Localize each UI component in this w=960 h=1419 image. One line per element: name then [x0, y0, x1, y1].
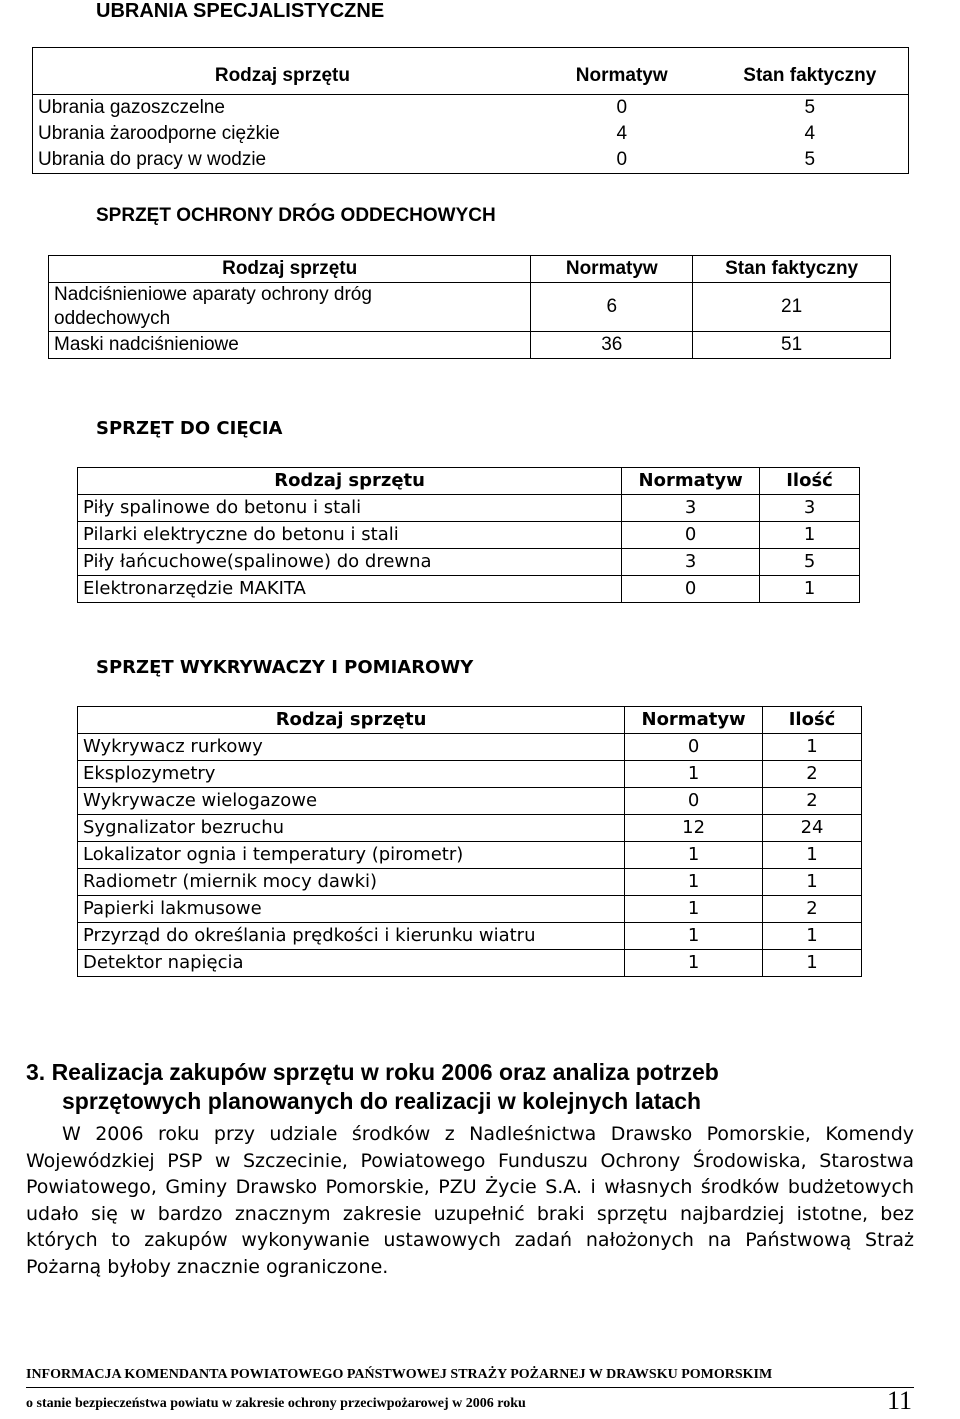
- cell-actual: 5: [804, 97, 816, 118]
- cutting-table: [77, 467, 860, 603]
- cell-qty: 2: [763, 896, 862, 923]
- breathing-table: [48, 255, 891, 359]
- cell-actual: 4: [804, 123, 816, 144]
- cell-type: Lokalizator ognia i temperatury (pirometr): [78, 842, 625, 869]
- footer-subtitle: o stanie bezpieczeństwa powiatu w zakresie ochrony przeciwpożarowej w 2006 roku: [26, 1396, 526, 1411]
- cell-norm: 1: [625, 950, 763, 977]
- cell-norm: 3: [622, 549, 760, 576]
- table-header-row: [78, 468, 860, 495]
- column-header: Stan faktyczny: [693, 256, 891, 283]
- column-header: Rodzaj sprzętu: [49, 256, 531, 283]
- cell-type: Pilarki elektryczne do betonu i stali: [78, 522, 622, 549]
- cell-qty: 1: [763, 869, 862, 896]
- section-3-paragraph: [26, 1121, 914, 1280]
- cell-type: Wykrywacz rurkowy: [78, 734, 625, 761]
- clothing-table: [32, 47, 909, 174]
- table-row: [78, 549, 860, 576]
- breathing-section-title: SPRZĘT OCHRONY DRÓG ODDECHOWYCH: [96, 205, 496, 226]
- column-header: Normatyw: [531, 256, 693, 283]
- detection-table: [77, 706, 862, 977]
- cell-qty: 3: [760, 495, 860, 522]
- column-header: Rodzaj sprzętu: [78, 468, 622, 495]
- cell-type: Przyrząd do określania prędkości i kierunku wiatru: [78, 923, 625, 950]
- table-row: [78, 950, 862, 977]
- table-row: [78, 522, 860, 549]
- table-row: [49, 332, 891, 359]
- cell-norm: 6: [531, 283, 693, 332]
- column-header: Stan faktyczny: [743, 65, 877, 86]
- cell-qty: 1: [763, 842, 862, 869]
- table-row: [78, 842, 862, 869]
- cell-type: Detektor napięcia: [78, 950, 625, 977]
- cutting-section-title: SPRZĘT DO CIĘCIA: [96, 418, 283, 439]
- table-row: [33, 95, 909, 122]
- cell-norm: 1: [625, 896, 763, 923]
- table-row: [78, 923, 862, 950]
- table-row: [78, 761, 862, 788]
- column-header: Normatyw: [625, 707, 763, 734]
- cell-type: Radiometr (miernik mocy dawki): [78, 869, 625, 896]
- cell-norm: 0: [622, 576, 760, 603]
- cell-qty: 1: [763, 950, 862, 977]
- cell-norm: 4: [616, 123, 628, 144]
- table-row: [33, 147, 909, 174]
- cell-qty: 1: [760, 576, 860, 603]
- table-row: [78, 576, 860, 603]
- table-row: [78, 734, 862, 761]
- cell-type: Ubrania gazoszczelne: [38, 97, 225, 118]
- column-header: Rodzaj sprzętu: [214, 65, 350, 86]
- cell-norm: 3: [622, 495, 760, 522]
- cell-norm: 36: [531, 332, 693, 359]
- footer-title: INFORMACJA KOMENDANTA POWIATOWEGO PAŃSTWOWEJ STRAŻY POŻARNEJ W DRAWSKU POMORSKIM: [26, 1367, 773, 1382]
- cell-norm: 1: [625, 869, 763, 896]
- cell-actual: 21: [693, 283, 891, 332]
- cell-type: Papierki lakmusowe: [78, 896, 625, 923]
- cell-norm: 0: [616, 97, 628, 118]
- column-header: Ilość: [763, 707, 862, 734]
- section-3-paragraph-text: W 2006 roku przy udziale środków z Nadleśnictwa Drawsko Pomorskie, Komendy Wojewódzkiej PSP w Szczecinie, Powiatowego Funduszu Ochrony Środowiska, Starostwa Powiatowego, Gminy Drawsko Pomorskie, PZU Życie S.A. i własnych środków budżetowych udało się w bardzo znacznym zakresie uzupełnić braki sprzętu najbardziej istotne, bez których to zakupów wykonywanie ustawowych zadań nałożonych na Państwową Straż Pożarną byłoby znacznie ograniczone.: [26, 1123, 914, 1278]
- cell-norm: 0: [616, 149, 628, 170]
- cell-qty: 1: [763, 734, 862, 761]
- table-row: [78, 896, 862, 923]
- detection-section-title: SPRZĘT WYKRYWACZY I POMIAROWY: [96, 657, 474, 678]
- page-number: 11: [886, 1386, 912, 1415]
- cell-norm: 12: [625, 815, 763, 842]
- cell-norm: 1: [625, 923, 763, 950]
- cell-norm: 0: [622, 522, 760, 549]
- cell-type: Piły łańcuchowe(spalinowe) do drewna: [78, 549, 622, 576]
- cell-qty: 24: [763, 815, 862, 842]
- column-header: Ilość: [760, 468, 860, 495]
- section-3-heading-line2: sprzętowych planowanych do realizacji w kolejnych latach: [62, 1088, 702, 1114]
- cell-type: Elektronarzędzie MAKITA: [78, 576, 622, 603]
- table-row: [78, 495, 860, 522]
- column-header: Normatyw: [575, 65, 668, 86]
- table-header-row: [78, 707, 862, 734]
- column-header: Rodzaj sprzętu: [78, 707, 625, 734]
- table-header-row: [33, 48, 909, 95]
- table-row: [78, 869, 862, 896]
- cell-norm: 1: [625, 842, 763, 869]
- table-header-row: [49, 256, 891, 283]
- clothing-section-title: UBRANIA SPECJALISTYCZNE: [96, 0, 385, 22]
- cell-type: Ubrania do pracy w wodzie: [38, 149, 267, 170]
- cell-actual: 51: [693, 332, 891, 359]
- section-3-heading: [26, 1058, 719, 1116]
- cell-type: Wykrywacze wielogazowe: [78, 788, 625, 815]
- cell-type: Ubrania żaroodporne ciężkie: [38, 123, 280, 144]
- table-row: [78, 788, 862, 815]
- cell-type: Nadciśnieniowe aparaty ochrony dróg oddechowych: [49, 283, 531, 332]
- table-row: [49, 283, 891, 332]
- cell-type: Sygnalizator bezruchu: [78, 815, 625, 842]
- footer-divider: [26, 1387, 914, 1388]
- cell-qty: 2: [763, 761, 862, 788]
- cell-type: Eksplozymetry: [78, 761, 625, 788]
- table-row: [33, 121, 909, 147]
- cell-norm: 1: [625, 761, 763, 788]
- cell-type: Maski nadciśnieniowe: [49, 332, 531, 359]
- cell-qty: 5: [760, 549, 860, 576]
- section-3-heading-line1: 3. Realizacja zakupów sprzętu w roku 2006 oraz analiza potrzeb: [26, 1059, 719, 1085]
- cell-norm: 0: [625, 788, 763, 815]
- cell-actual: 5: [804, 149, 816, 170]
- cell-type: Piły spalinowe do betonu i stali: [78, 495, 622, 522]
- table-row: [78, 815, 862, 842]
- column-header: Normatyw: [622, 468, 760, 495]
- cell-qty: 2: [763, 788, 862, 815]
- cell-qty: 1: [760, 522, 860, 549]
- cell-qty: 1: [763, 923, 862, 950]
- cell-norm: 0: [625, 734, 763, 761]
